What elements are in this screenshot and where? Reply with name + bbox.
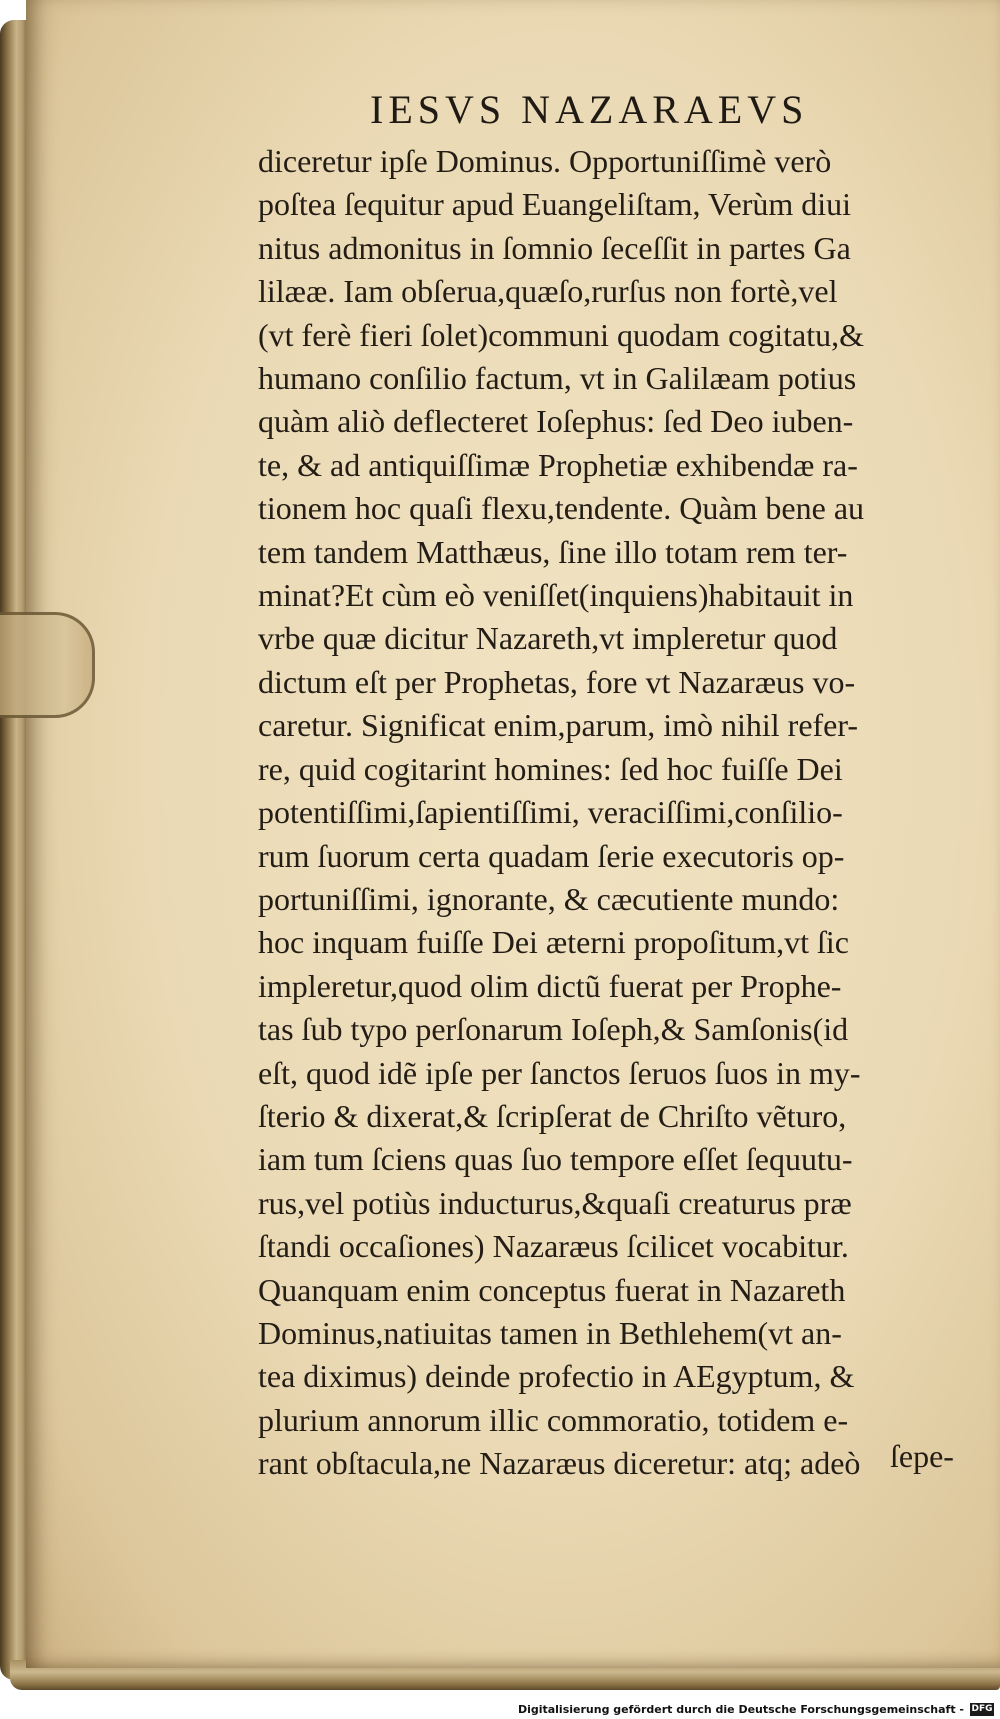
text-line: tem tandem Matthæus, ſine illo totam rem ter- xyxy=(258,533,848,570)
text-line: hoc inquam fuiſſe Dei æterni propoſitum,vt ſic xyxy=(258,924,849,961)
dfg-logo: DFG xyxy=(971,1704,993,1714)
text-line: ſterio & dixerat,& ſcripſerat de Chriſto vẽturo, xyxy=(258,1097,847,1134)
text-line: caretur. Significat enim,parum, imò nihil refer- xyxy=(258,707,859,744)
text-line: potentiſſimi,ſapientiſſimi, veraciſſimi,conſilio- xyxy=(258,794,843,831)
text-line: eſt, quod idẽ ipſe per ſanctos ſeruos ſuos in my- xyxy=(258,1054,861,1091)
text-line: dictum eſt per Prophetas, fore vt Nazaræus vo- xyxy=(258,663,856,700)
text-line: humano conſilio factum, vt in Galilæam potius xyxy=(258,360,857,397)
text-line: tas ſub typo perſonarum Ioſeph,& Samſonis(id xyxy=(258,1011,849,1048)
text-line: portuniſſimi, ignorante, & cæcutiente mundo: xyxy=(258,880,840,917)
text-line: rant obſtacula,ne Nazaræus diceretur: atq; adeò xyxy=(258,1445,861,1482)
text-line: minat?Et cùm eò veniſſet(inquiens)habitauit in xyxy=(258,577,854,614)
text-line: poſtea ſequitur apud Euangeliſtam, Verùm diui xyxy=(258,186,852,223)
text-line: iam tum ſciens quas ſuo tempore eſſet ſequutu- xyxy=(258,1141,853,1178)
text-line: nitus admonitus in ſomnio ſeceſſit in partes Ga xyxy=(258,229,851,266)
text-line: lilææ. Iam obſerua,quæſo,rurſus non fortè,vel xyxy=(258,273,838,310)
body-text xyxy=(258,140,966,1486)
text-line: impleretur,quod olim dictũ fuerat per Prophe- xyxy=(258,967,842,1004)
text-line: tionem hoc quaſi flexu,tendente. Quàm bene au xyxy=(258,490,865,527)
text-line: (vt ferè fieri ſolet)communi quodam cogitatu,& xyxy=(258,316,865,353)
running-head: IESVS NAZARAEVS xyxy=(370,87,809,132)
text-line: te, & ad antiquiſſimæ Prophetiæ exhibendæ ra- xyxy=(258,446,858,483)
text-line: vrbe quæ dicitur Nazareth,vt impleretur quod xyxy=(258,620,838,657)
text-line: plurium annorum illic commoratio, totidem e- xyxy=(258,1401,849,1438)
text-line: rum ſuorum certa quadam ſerie executoris op- xyxy=(258,837,845,874)
footer-credit: Digitalisierung gefördert durch die Deutsche Forschungsgemeinschaft - xyxy=(517,1703,964,1716)
text-line: quàm aliò deflecteret Ioſephus: ſed Deo iuben- xyxy=(258,403,854,440)
text-line: tea diximus) deinde profectio in AEgyptum, & xyxy=(258,1358,855,1395)
text-line: diceretur ipſe Dominus. Opportuniſſimè verò xyxy=(258,143,832,179)
text-line: rus,vel potiùs inducturus,&quaſi creaturus præ xyxy=(258,1184,852,1221)
text-line: re, quid cogitarint homines: ſed hoc fuiſſe Dei xyxy=(258,750,843,787)
text-line: ſtandi occaſiones) Nazaræus ſcilicet vocabitur. xyxy=(258,1228,849,1265)
text-line: Dominus,natiuitas tamen in Bethlehem(vt an- xyxy=(258,1314,842,1351)
clasp-strap xyxy=(0,612,95,718)
catchword: ſepe- xyxy=(890,1438,954,1474)
text-line: Quanquam enim conceptus fuerat in Nazareth xyxy=(258,1271,846,1308)
